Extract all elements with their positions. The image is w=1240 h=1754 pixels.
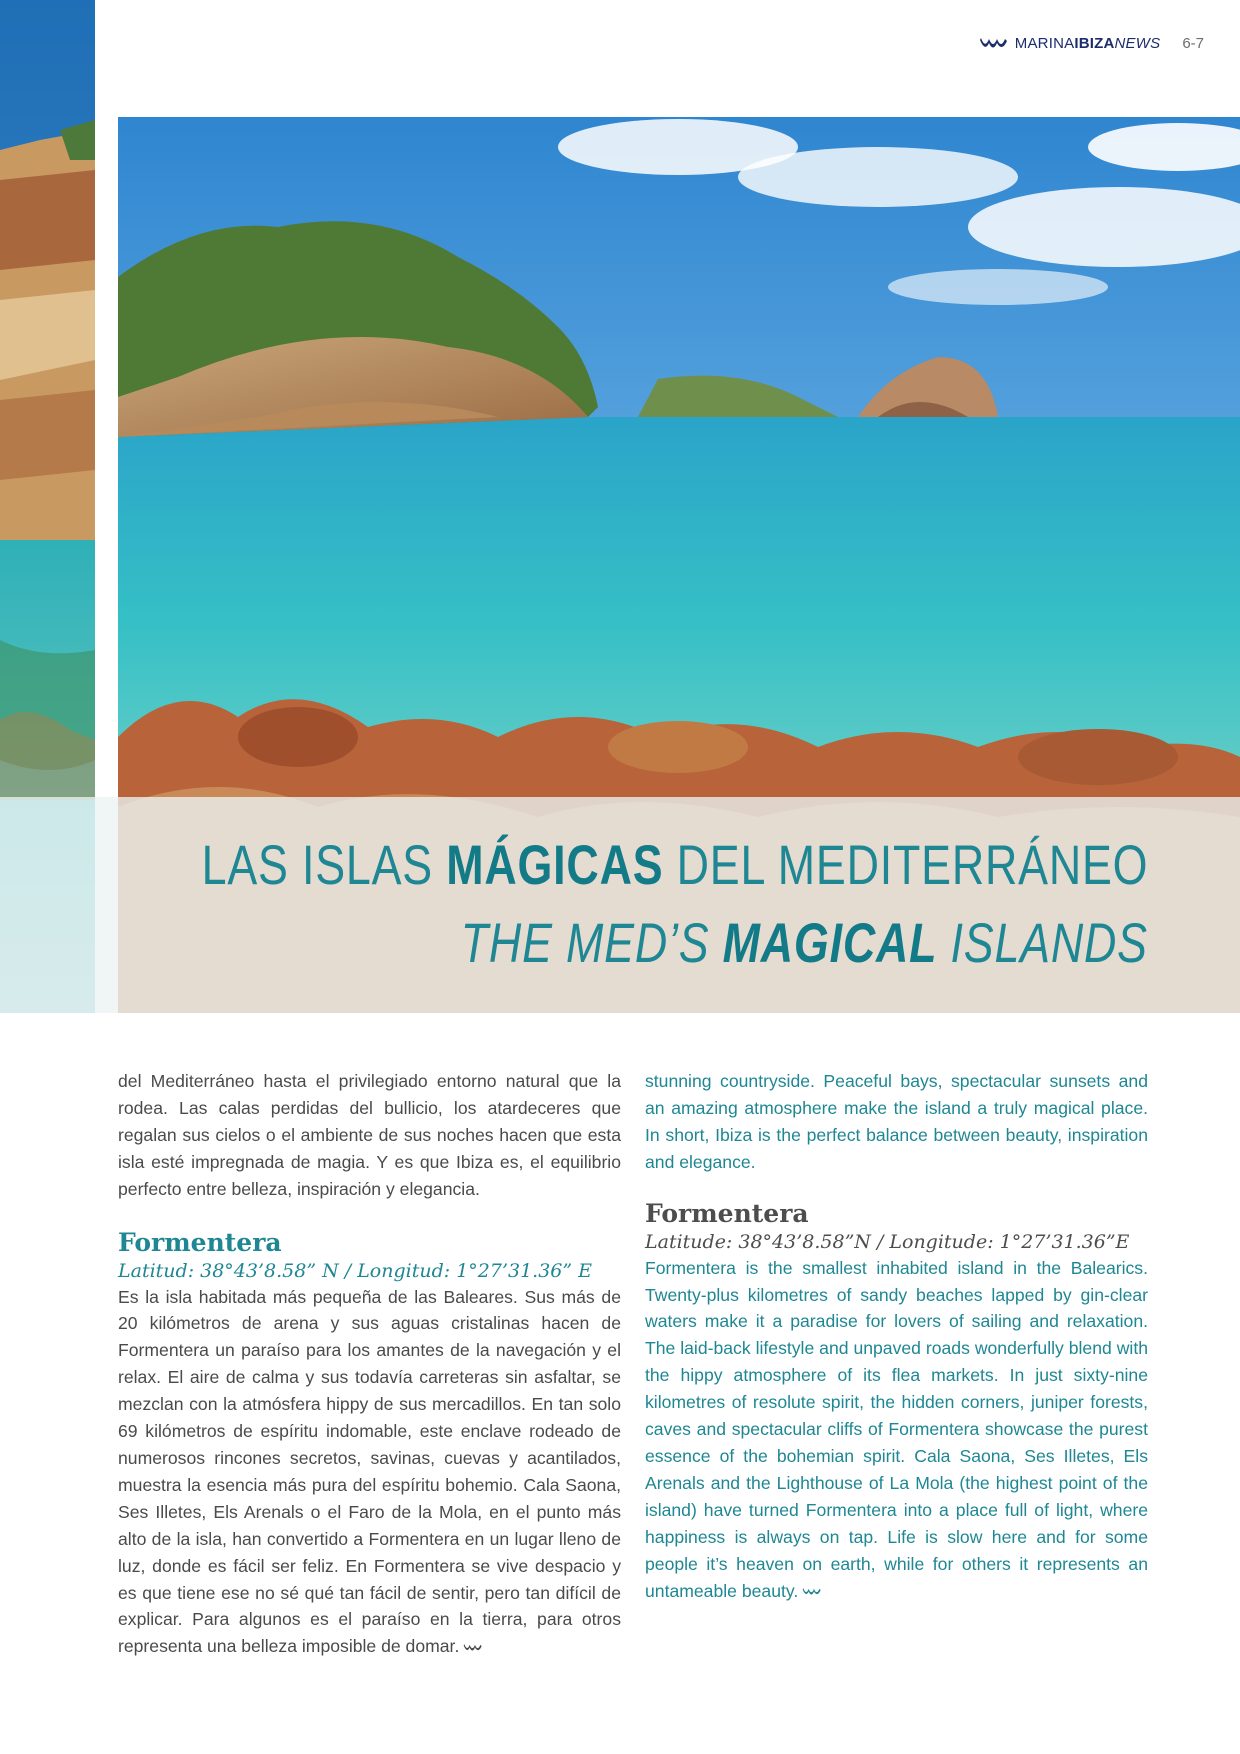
title-english bbox=[461, 910, 1148, 975]
title-en-part2: ISLANDS bbox=[937, 911, 1148, 974]
marina-ibiza-wave-logo-icon bbox=[979, 35, 1009, 51]
brand bbox=[979, 35, 1161, 52]
page-header bbox=[979, 30, 1204, 56]
english-section-title: Formentera bbox=[645, 1198, 809, 1228]
end-of-article-icon bbox=[463, 1642, 483, 1653]
brand-name-news: NEWS bbox=[1114, 34, 1161, 52]
title-en-part1: THE MED’S bbox=[460, 911, 723, 974]
title-es-part2: DEL MEDITERRÁNEO bbox=[663, 833, 1148, 896]
title-en-emphasis: MAGICAL bbox=[722, 911, 938, 974]
spanish-section-title: Formentera bbox=[118, 1227, 282, 1257]
page-numbers: 6-7 bbox=[1182, 34, 1204, 52]
brand-name bbox=[1015, 35, 1161, 52]
english-coordinates: Latitude: 38°43’8.58”N / Longitude: 1°27’31.36”E bbox=[645, 1230, 1130, 1253]
english-body-paragraph bbox=[645, 1255, 1148, 1605]
title-es-part1: LAS ISLAS bbox=[201, 833, 446, 896]
brand-name-marina: MARINA bbox=[1014, 34, 1075, 52]
spanish-column bbox=[118, 1068, 621, 1660]
english-body-text: Formentera is the smallest inhabited island in the Balearics. Twenty-plus kilometres of sandy beaches lapped by gin-clear waters make it a paradise for lovers of sailing and relaxation. The laid-back lifestyle and unpaved roads wonderfully blend with the hippy atmosphere of its flea markets. In just sixty-nine kilometres of resolute spirit, the hidden corners, juniper forests, caves and spectacular cliffs of Formentera showcase the purest essence of the bohemian spirit. Cala Saona, Ses Illetes, Els Arenals and the Lighthouse of La Mola (the highest point of the island) have turned Formentera into a place full of light, where happiness is always on tap. Life is slow here and for some people it’s heaven on earth, while for others it represents an untameable beauty. bbox=[645, 1257, 1148, 1601]
english-column bbox=[645, 1068, 1148, 1604]
brand-name-ibiza: IBIZA bbox=[1074, 34, 1115, 52]
title-es-emphasis: MÁGICAS bbox=[445, 833, 664, 896]
title-band bbox=[0, 797, 1240, 1013]
spanish-body-text: Es la isla habitada más pequeña de las Baleares. Sus más de 20 kilómetros de arena y sus aguas cristalinas hacen de Formentera un paraíso para los amantes de la navegación y el relax. El aire de calma y sus todavía carreteras sin asfaltar, se mezclan con la atmósfera hippy de sus mercadillos. En tan solo 69 kilómetros de espíritu indomable, este enclave rodeado de numerosos rincones secretos, savinas, cuevas y acantilados, muestra la esencia más pura del espíritu bohemio. Cala Saona, Ses Illetes, Els Arenals o el Faro de la Mola, en el punto más alto de la isla, han convertido a Formentera en un lugar lleno de luz, donde es fácil ser feliz. En Formentera se vive despacio y es que tiene ese no sé qué tan fácil de sentir, pero tan difícil de explicar. Para algunos es el paraíso en la tierra, para otros representa una belleza imposible de domar. bbox=[118, 1286, 621, 1657]
spanish-intro-paragraph: del Mediterráneo hasta el privilegiado entorno natural que la rodea. Las calas perdidas del bullicio, los atardeceres que regalan sus cielos o el ambiente de sus noches hacen que esta isla esté impregnada de magia. Y es que Ibiza es, el equilibrio perfecto entre belleza, inspiración y elegancia. bbox=[118, 1071, 621, 1199]
spanish-coordinates: Latitud: 38°43’8.58” N / Longitud: 1°27’31.36” E bbox=[118, 1259, 593, 1282]
spanish-body-paragraph bbox=[118, 1284, 621, 1661]
english-intro-paragraph: stunning countryside. Peaceful bays, spectacular sunsets and an amazing atmosphere make the island a truly magical place. In short, Ibiza is the perfect balance between beauty, inspiration and elegance. bbox=[645, 1071, 1148, 1172]
title-spanish bbox=[201, 832, 1148, 897]
end-of-article-icon bbox=[802, 1586, 822, 1597]
